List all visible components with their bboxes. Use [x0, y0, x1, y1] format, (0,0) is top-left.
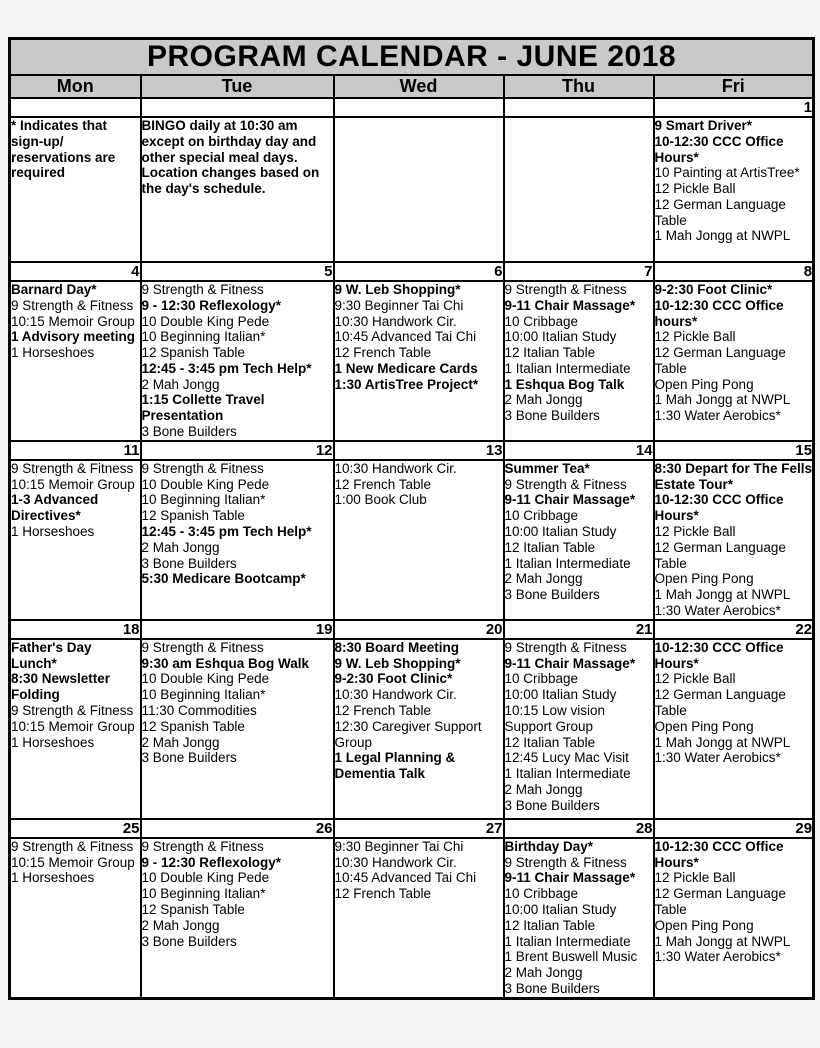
event-item: 1 Italian Intermediate	[504, 555, 631, 571]
week-3-date-row	[10, 441, 814, 460]
week-5-date-row	[10, 819, 814, 838]
event-item: 10:30 Handwork Cir.	[334, 460, 457, 476]
event-item: 9-2:30 Foot Clinic*	[654, 282, 773, 297]
event-item: 9 Strength & Fitness	[11, 838, 134, 854]
event-item: 9 Strength & Fitness	[504, 854, 627, 870]
event-item: 9 - 12:30 Reflexology*	[141, 854, 282, 870]
day-cell-tue-26	[141, 838, 334, 998]
day-header-row	[10, 75, 814, 98]
event-item: 9 Strength & Fitness	[141, 282, 264, 297]
event-item: 9:30 am Eshqua Bog Walk	[141, 655, 310, 671]
week-4-date-row	[10, 620, 814, 639]
event-item: BINGO daily at 10:30 am except on birthday day and other special meal days. Location changes based on the day's schedule.	[141, 118, 320, 197]
event-item: 12 Pickle Ball	[654, 870, 736, 886]
week-1-content-row	[10, 117, 814, 262]
event-item: 9 Strength & Fitness	[141, 838, 264, 854]
day-cell-fri-15	[654, 460, 814, 620]
day-cell-mon	[10, 117, 141, 262]
event-item: 3 Bone Builders	[504, 587, 600, 603]
event-item: 12 Spanish Table	[141, 901, 245, 917]
date-cell-thu-21: 21	[504, 620, 654, 639]
event-item: 12 Pickle Ball	[654, 671, 736, 687]
event-item: 12 Spanish Table	[141, 718, 245, 734]
event-item: 2 Mah Jongg	[504, 965, 583, 981]
event-item: 10:15 Memoir Group	[11, 313, 135, 329]
date-cell-tue-12: 12	[141, 441, 334, 460]
event-item: 12 German Language Table	[654, 196, 786, 228]
day-cell-wed-27	[334, 838, 504, 998]
date-cell-fri-15: 15	[654, 441, 814, 460]
date-cell-mon-11: 11	[10, 441, 141, 460]
event-item: Father's Day Lunch*	[11, 639, 92, 671]
event-item: Open Ping Pong	[654, 571, 754, 587]
event-item: 1:30 Water Aerobics*	[654, 602, 781, 618]
event-item: 12:30 Caregiver Support Group	[334, 718, 482, 750]
title-row	[10, 39, 814, 76]
event-item: 10 Painting at ArtisTree*	[654, 165, 800, 181]
event-item: * Indicates that sign-up/ reservations are required	[11, 118, 116, 181]
event-item: 1 Horseshoes	[11, 523, 95, 539]
event-item: 2 Mah Jongg	[141, 539, 220, 555]
event-item: 9 Strength & Fitness	[504, 282, 627, 297]
day-header-wed: Wed	[334, 75, 504, 98]
event-item: 1 Italian Intermediate	[504, 766, 631, 782]
event-item: 9-11 Chair Massage*	[504, 297, 636, 313]
date-cell-mon-empty	[10, 98, 141, 117]
event-item: 9 - 12:30 Reflexology*	[141, 297, 282, 313]
event-item: 1:30 Water Aerobics*	[654, 949, 781, 965]
day-header-thu: Thu	[504, 75, 654, 98]
day-cell-mon-4	[10, 281, 141, 441]
day-header-mon: Mon	[10, 75, 141, 98]
event-item: 1-3 Advanced Directives*	[11, 492, 99, 524]
event-item: 12:45 Lucy Mac Visit	[504, 750, 629, 766]
event-item: 2 Mah Jongg	[141, 917, 220, 933]
event-item: Barnard Day*	[11, 282, 97, 297]
event-item: 1 Mah Jongg at NWPL	[654, 392, 791, 408]
event-item: 9 Strength & Fitness	[504, 639, 627, 655]
event-item: 10:00 Italian Study	[504, 687, 617, 703]
event-item: Open Ping Pong	[654, 376, 754, 392]
day-cell-fri-8	[654, 281, 814, 441]
event-item: 3 Bone Builders	[141, 750, 237, 766]
event-item: 10:30 Handwork Cir.	[334, 687, 457, 703]
day-cell-mon-18	[10, 639, 141, 819]
date-cell-tue-26: 26	[141, 819, 334, 838]
event-item: 8:30 Board Meeting	[334, 639, 460, 655]
day-cell-tue-12	[141, 460, 334, 620]
event-item: 11:30 Commodities	[141, 702, 257, 718]
event-item: 10 Double King Pede	[141, 476, 270, 492]
event-item: 10 Beginning Italian*	[141, 329, 266, 345]
event-item: 8:30 Depart for The Fells Estate Tour*	[654, 460, 813, 492]
event-item: 10-12:30 CCC Office Hours*	[654, 639, 784, 671]
event-item: Birthday Day*	[504, 838, 594, 854]
event-item: 12 Pickle Ball	[654, 523, 736, 539]
event-item: 9 W. Leb Shopping*	[334, 655, 461, 671]
day-cell-fri-1	[654, 117, 814, 262]
date-cell-wed-empty	[334, 98, 504, 117]
week-2-date-row	[10, 262, 814, 281]
event-item: 2 Mah Jongg	[141, 376, 220, 392]
week-5-content-row	[10, 838, 814, 998]
event-item: 10-12:30 CCC Office hours*	[654, 297, 784, 329]
event-item: 12 Pickle Ball	[654, 329, 736, 345]
event-item: 1 Horseshoes	[11, 345, 95, 361]
event-item: 5:30 Medicare Bootcamp*	[141, 571, 306, 587]
date-cell-tue-empty	[141, 98, 334, 117]
event-item: 12 French Table	[334, 476, 432, 492]
week-4-content-row	[10, 639, 814, 819]
event-item: 12 Italian Table	[504, 539, 596, 555]
day-cell-thu-7	[504, 281, 654, 441]
date-cell-tue-19: 19	[141, 620, 334, 639]
event-item: 12 Pickle Ball	[654, 181, 736, 197]
event-item: 12 Spanish Table	[141, 508, 245, 524]
event-item: 2 Mah Jongg	[141, 734, 220, 750]
event-item: 10 Beginning Italian*	[141, 886, 266, 902]
week-3-content-row	[10, 460, 814, 620]
day-cell-tue-19	[141, 639, 334, 819]
date-cell-wed-13: 13	[334, 441, 504, 460]
event-item: 1 Italian Intermediate	[504, 933, 631, 949]
event-item: 12 German Language Table	[654, 345, 786, 376]
date-cell-wed-20: 20	[334, 620, 504, 639]
event-item: 10 Beginning Italian*	[141, 492, 266, 508]
event-item: 1 Brent Buswell Music	[504, 949, 638, 965]
event-item: 12 German Language Table	[654, 539, 786, 571]
event-item: 3 Bone Builders	[141, 424, 237, 440]
event-item: 2 Mah Jongg	[504, 392, 583, 408]
event-item: 12 German Language Table	[654, 886, 786, 917]
date-cell-fri-8: 8	[654, 262, 814, 281]
day-cell-mon-11	[10, 460, 141, 620]
event-item: 3 Bone Builders	[141, 933, 237, 949]
event-item: 1:30 ArtisTree Project*	[334, 376, 479, 392]
event-item: 9 Strength & Fitness	[141, 639, 264, 655]
day-cell-thu-14	[504, 460, 654, 620]
event-item: 3 Bone Builders	[504, 797, 600, 813]
event-item: 1 Eshqua Bog Talk	[504, 376, 625, 392]
event-item: Summer Tea*	[504, 460, 590, 476]
event-item: 9 W. Leb Shopping*	[334, 282, 461, 297]
event-item: 9 Strength & Fitness	[504, 476, 627, 492]
event-item: 1 Italian Intermediate	[504, 360, 631, 376]
day-cell-thu	[504, 117, 654, 262]
event-item: 10 Double King Pede	[141, 870, 270, 886]
event-item: 9 Strength & Fitness	[11, 297, 134, 313]
date-cell-mon-25: 25	[10, 819, 141, 838]
event-item: 1 Horseshoes	[11, 870, 95, 886]
event-item: 9:30 Beginner Tai Chi	[334, 838, 464, 854]
date-cell-fri-29: 29	[654, 819, 814, 838]
event-item: 9-2:30 Foot Clinic*	[334, 671, 453, 687]
event-item: 10:30 Handwork Cir.	[334, 313, 457, 329]
event-item: 1 New Medicare Cards	[334, 360, 478, 376]
event-item: 10:45 Advanced Tai Chi	[334, 870, 477, 886]
event-item: 10-12:30 CCC Office Hours*	[654, 492, 784, 524]
event-item: 12 Italian Table	[504, 917, 596, 933]
event-item: 10:15 Memoir Group	[11, 854, 135, 870]
day-header-fri: Fri	[654, 75, 814, 98]
event-item: 10:30 Handwork Cir.	[334, 854, 457, 870]
event-item: 10:15 Low vision Support Group	[504, 702, 606, 734]
event-item: 10 Double King Pede	[141, 671, 270, 687]
day-cell-wed-20	[334, 639, 504, 819]
event-item: 3 Bone Builders	[504, 408, 600, 424]
event-item: 10 Cribbage	[504, 313, 579, 329]
day-cell-tue	[141, 117, 334, 262]
event-item: 1 Mah Jongg at NWPL	[654, 228, 791, 244]
event-item: 9-11 Chair Massage*	[504, 655, 636, 671]
event-item: 9 Strength & Fitness	[141, 460, 264, 476]
event-item: 1 Mah Jongg at NWPL	[654, 933, 791, 949]
week-1-date-row	[10, 98, 814, 117]
day-cell-wed-6	[334, 281, 504, 441]
event-item: 1:15 Collette Travel Presentation	[141, 392, 265, 424]
date-cell-fri-22: 22	[654, 620, 814, 639]
event-item: 1:00 Book Club	[334, 492, 427, 508]
event-item: 10 Double King Pede	[141, 313, 270, 329]
event-item: 12 German Language Table	[654, 687, 786, 718]
event-item: 10:15 Memoir Group	[11, 476, 135, 492]
event-item: 12 Italian Table	[504, 734, 596, 750]
event-item: 9-11 Chair Massage*	[504, 492, 636, 508]
event-item: 1 Legal Planning & Dementia Talk	[334, 750, 456, 782]
event-item: 1 Advisory meeting	[11, 329, 136, 345]
event-item: 1 Mah Jongg at NWPL	[654, 587, 791, 603]
day-header-tue: Tue	[141, 75, 334, 98]
event-item: 12 French Table	[334, 345, 432, 361]
event-item: 12:45 - 3:45 pm Tech Help*	[141, 523, 312, 539]
event-item: 1 Mah Jongg at NWPL	[654, 734, 791, 750]
week-2-content-row	[10, 281, 814, 441]
day-cell-wed-13	[334, 460, 504, 620]
event-item: 10 Cribbage	[504, 508, 579, 524]
event-item: 9 Strength & Fitness	[11, 460, 134, 476]
date-cell-wed-27: 27	[334, 819, 504, 838]
event-item: 9 Smart Driver*	[654, 118, 753, 133]
event-item: 12 French Table	[334, 886, 432, 902]
day-cell-fri-29	[654, 838, 814, 998]
event-item: 10-12:30 CCC Office Hours*	[654, 133, 784, 165]
event-item: 12 Italian Table	[504, 345, 596, 361]
event-item: 12:45 - 3:45 pm Tech Help*	[141, 360, 312, 376]
calendar-body	[10, 98, 814, 998]
day-cell-thu-21	[504, 639, 654, 819]
event-item: 10 Beginning Italian*	[141, 687, 266, 703]
event-item: 2 Mah Jongg	[504, 781, 583, 797]
event-item: 1:30 Water Aerobics*	[654, 750, 781, 766]
event-item: 12 French Table	[334, 702, 432, 718]
page-title: PROGRAM CALENDAR - JUNE 2018	[10, 39, 814, 76]
event-item: 3 Bone Builders	[504, 980, 600, 996]
date-cell-mon-18: 18	[10, 620, 141, 639]
event-item: Open Ping Pong	[654, 917, 754, 933]
event-item: Open Ping Pong	[654, 718, 754, 734]
event-item: 1 Horseshoes	[11, 734, 95, 750]
event-item: 3 Bone Builders	[141, 555, 237, 571]
event-item: 10:00 Italian Study	[504, 901, 617, 917]
date-cell-thu-empty	[504, 98, 654, 117]
date-cell-mon-4: 4	[10, 262, 141, 281]
event-item: 10:15 Memoir Group	[11, 718, 135, 734]
event-item: 10:00 Italian Study	[504, 329, 617, 345]
event-item: 10:00 Italian Study	[504, 523, 617, 539]
event-item: 9:30 Beginner Tai Chi	[334, 297, 464, 313]
day-cell-wed	[334, 117, 504, 262]
event-item: 10 Cribbage	[504, 671, 579, 687]
date-cell-thu-7: 7	[504, 262, 654, 281]
date-cell-thu-28: 28	[504, 819, 654, 838]
event-item: 9-11 Chair Massage*	[504, 870, 636, 886]
event-item: 8:30 Newsletter Folding	[11, 671, 111, 703]
event-item: 10 Cribbage	[504, 886, 579, 902]
calendar-table	[8, 37, 815, 1000]
date-cell-tue-5: 5	[141, 262, 334, 281]
event-item: 10-12:30 CCC Office Hours*	[654, 838, 784, 870]
day-cell-fri-22	[654, 639, 814, 819]
day-cell-thu-28	[504, 838, 654, 998]
event-item: 2 Mah Jongg	[504, 571, 583, 587]
event-item: 1:30 Water Aerobics*	[654, 408, 781, 424]
date-cell-fri-1: 1	[654, 98, 814, 117]
date-cell-wed-6: 6	[334, 262, 504, 281]
day-cell-tue-5	[141, 281, 334, 441]
event-item: 12 Spanish Table	[141, 345, 245, 361]
date-cell-thu-14: 14	[504, 441, 654, 460]
event-item: 9 Strength & Fitness	[11, 702, 134, 718]
day-cell-mon-25	[10, 838, 141, 998]
event-item: 10:45 Advanced Tai Chi	[334, 329, 477, 345]
